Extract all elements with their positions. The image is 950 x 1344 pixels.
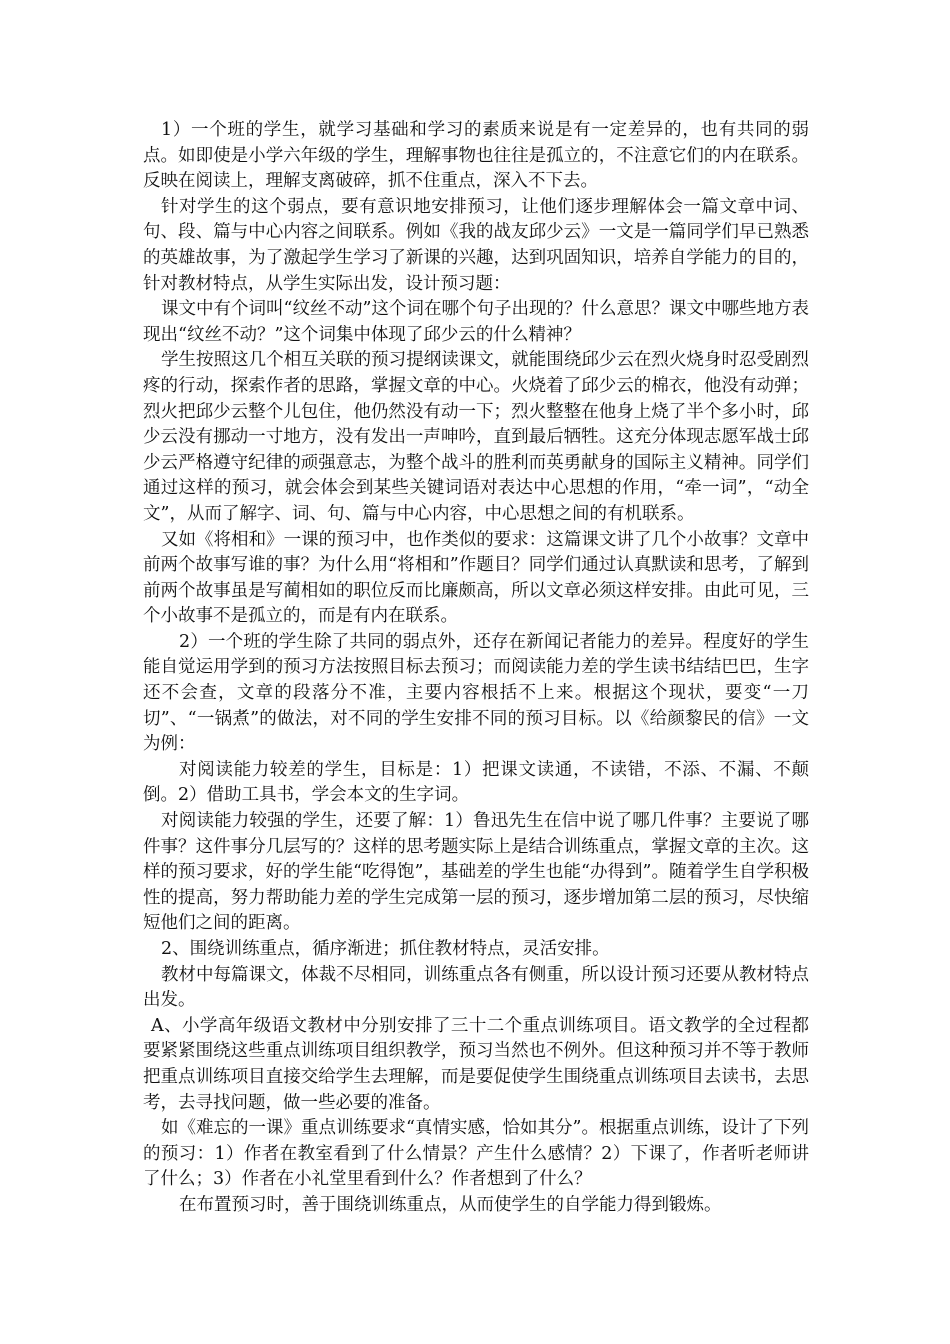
- paragraph-7: 对阅读能力较差的学生，目标是：1）把课文读通，不读错，不添、不漏、不颠倒。2）借助工具书，学会本文的生字词。: [143, 759, 809, 806]
- paragraph-3: 课文中有个词叫“纹丝不动”这个词在哪个句子出现的？什么意思？课文中哪些地方表现出“纹丝不动？”这个词集中体现了邱少云的什么精神？: [143, 299, 809, 345]
- paragraph-8: 对阅读能力较强的学生，还要了解：1）鲁迅先生在信中说了哪几件事？主要说了哪件事？这件事分几层写的？这样的思考题实际上是结合训练重点，掌握文章的主次。这样的预习要求，好的学生能“吃得饱”，基础差的学生也能“办得到”。随着学生自学积极性的提高，努力帮助能力差的学生完成第一层的预习，逐步增加第二层的预习，尽快缩短他们之间的距离。: [143, 811, 809, 934]
- paragraph-6: 2）一个班的学生除了共同的弱点外，还存在新闻记者能力的差异。程度好的学生能自觉运用学到的预习方法按照目标去预习；而阅读能力差的学生读书结结巴巴，生字还不会查，文章的段落分不准，主要内容根括不上来。根据这个现状，要变“一刀切”、“一锅煮”的做法，对不同的学生安排不同的预习目标。以《给颜黎民的信》一文为例：: [143, 631, 809, 755]
- document-body: [143, 118, 809, 1219]
- paragraph-12: 如《难忘的一课》重点训练要求“真情实感，恰如其分”。根据重点训练，设计了下列的预习：1）作者在教室看到了什么情景？产生什么感情？2）下课了，作者听老师讲了什么；3）作者在小礼堂里看到什么？作者想到了什么？: [143, 1118, 809, 1190]
- paragraph-2: 针对学生的这个弱点，要有意识地安排预习，让他们逐步理解体会一篇文章中词、句、段、篇与中心内容之间联系。例如《我的战友邱少云》一文是一篇同学们早已熟悉的英雄故事，为了激起学生学习了新课的兴趣，达到巩固知识，培养自学能力的目的，针对教材特点，从学生实际出发，设计预习题：: [143, 196, 809, 294]
- paragraph-11: A、小学高年级语文教材中分别安排了三十二个重点训练项目。语文教学的全过程都要紧紧围绕这些重点训练项目组织教学，预习当然也不例外。但这种预习并不等于教师把重点训练项目直接交给学生去理解，而是要促使学生围绕重点训练项目去读书，去思考，去寻找问题，做一些必要的准备。: [143, 1015, 809, 1113]
- paragraph-9: 2、围绕训练重点，循序渐进；抓住教材特点，灵活安排。: [161, 939, 610, 959]
- paragraph-1: 1）一个班的学生，就学习基础和学习的素质来说是有一定差异的，也有共同的弱点。如即使是小学六年级的学生，理解事物也往往是孤立的，不注意它们的内在联系。反映在阅读上，理解支离破碎，抓不住重点，深入不下去。: [143, 120, 809, 192]
- paragraph-5: 又如《将相和》一课的预习中，也作类似的要求：这篇课文讲了几个小故事？文章中前两个故事写谁的事？为什么用“将相和”作题目？同学们通过认真默读和思考，了解到前两个故事虽是写蔺相如的职位反而比廉颇高，所以文章必须这样安排。由此可见，三个小故事不是孤立的，而是有内在联系。: [143, 529, 809, 627]
- paragraph-13: 在布置预习时，善于围绕训练重点，从而使学生的自学能力得到锻炼。: [179, 1194, 722, 1215]
- paragraph-4: 学生按照这几个相互关联的预习提纲读课文，就能围绕邱少云在烈火烧身时忍受剧烈疼的行动，探索作者的思路，掌握文章的中心。火烧着了邱少云的棉衣，他没有动弹；烈火把邱少云整个儿包住，他仍然没有动一下；烈火整整在他身上烧了半个多小时，邱少云没有挪动一寸地方，没有发出一声呻吟，直到最后牺牲。这充分体现志愿军战士邱少云严格遵守纪律的顽强意志，为整个战斗的胜利而英勇献身的国际主义精神。同学们通过这样的预习，就会体会到某些关键词语对表达中心思想的作用，“牵一词”，“动全文”，从而了解字、词、句、篇与中心内容，中心思想之间的有机联系。: [143, 350, 809, 524]
- paragraph-10: 教材中每篇课文，体裁不尽相同，训练重点各有侧重，所以设计预习还要从教材特点出发。: [143, 964, 809, 1011]
